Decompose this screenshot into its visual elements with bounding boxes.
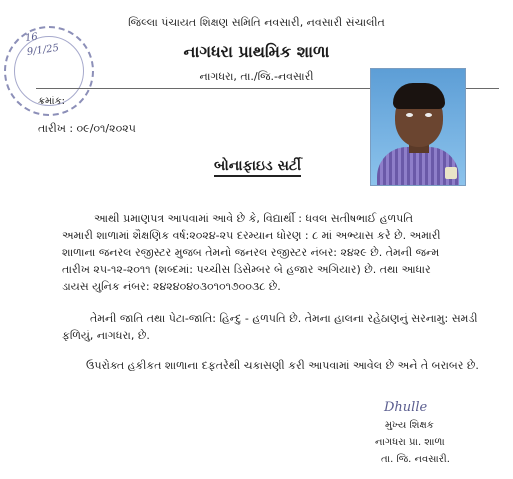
serial-number-label: ક્રમાંક: bbox=[38, 96, 65, 107]
header-line1: જિલ્લા પંચાયત શિક્ષણ સમિતિ નવસારી, નવસારી સંચાલીત bbox=[128, 16, 385, 29]
school-address: નાગધરા, તા./જિ.-નવસારી bbox=[199, 70, 314, 83]
paragraph-1-line-4: તારીખ ૨૫-૧૨-૨૦૧૧ (શબ્દમાં: પચ્ચીસ ડિસેમ્બર બે હજાર અગિયાર) છે. તથા આધાર bbox=[62, 263, 431, 276]
paragraph-2-line-1: તેમની જાતિ તથા પેટા-જાતિ: હિન્દુ - હળપતિ છે. તેમના હાલના રહેઠાણનું સરનામુ: સમડી bbox=[90, 312, 478, 325]
date-line: તારીખ : ૦૯/૦૧/૨૦૨૫ bbox=[38, 122, 136, 135]
paragraph-1-line-1: આથી પ્રમાણપત્ર આપવામાં આવે છે કે, વિદ્યાર્થી : ધવલ સતીષભાઈ હળપતિ bbox=[94, 212, 414, 225]
signature-place: તા. જિ. નવસારી. bbox=[381, 454, 450, 465]
paragraph-1-line-5: ડાયસ યુનિક નંબર: ૨૪૨૪૦૪૦૩૦૧૦૧૭૦૦૩૮ છે. bbox=[62, 280, 281, 293]
paragraph-1-line-3: શાળાના જનરલ રજીસ્ટર મુજબ તેમનો જનરલ રજીસ્ટર નંબર: ૨૪૨૯ છે. તેમની જન્મ bbox=[62, 246, 440, 259]
photo-eye-left bbox=[406, 113, 413, 117]
school-name: નાગધરા પ્રાથમિક શાળા bbox=[183, 42, 330, 61]
photo-hair bbox=[393, 83, 445, 109]
signature-school: નાગધરા પ્રા. શાળા bbox=[375, 437, 445, 448]
paragraph-1-line-2: અમારી શાળામાં શૈક્ષણિક વર્ષ:૨૦૨૪-૨૫ દરમ્યાન ધોરણ : ૮ માં અભ્યાસ કરે છે. અમારી bbox=[62, 229, 441, 242]
certificate-title: બોનાફાઇડ સર્ટી bbox=[214, 158, 301, 177]
photo-badge bbox=[445, 167, 457, 179]
signature-scrawl: Dhulle bbox=[384, 400, 428, 415]
signature-title: મુખ્ય શિક્ષક bbox=[385, 420, 434, 431]
student-photo bbox=[370, 68, 466, 186]
stamp-handwriting: 16 9/1/25 bbox=[24, 31, 60, 59]
paragraph-2-line-2: ફળિયું, નાગધરા, છે. bbox=[62, 329, 150, 342]
photo-eye-right bbox=[425, 113, 432, 117]
paragraph-3: ઉપરોક્ત હકીકત શાળાના દફતરેથી ચકાસણી કરી આપવામાં આવેલ છે અને તે બરાબર છે. bbox=[86, 359, 479, 372]
